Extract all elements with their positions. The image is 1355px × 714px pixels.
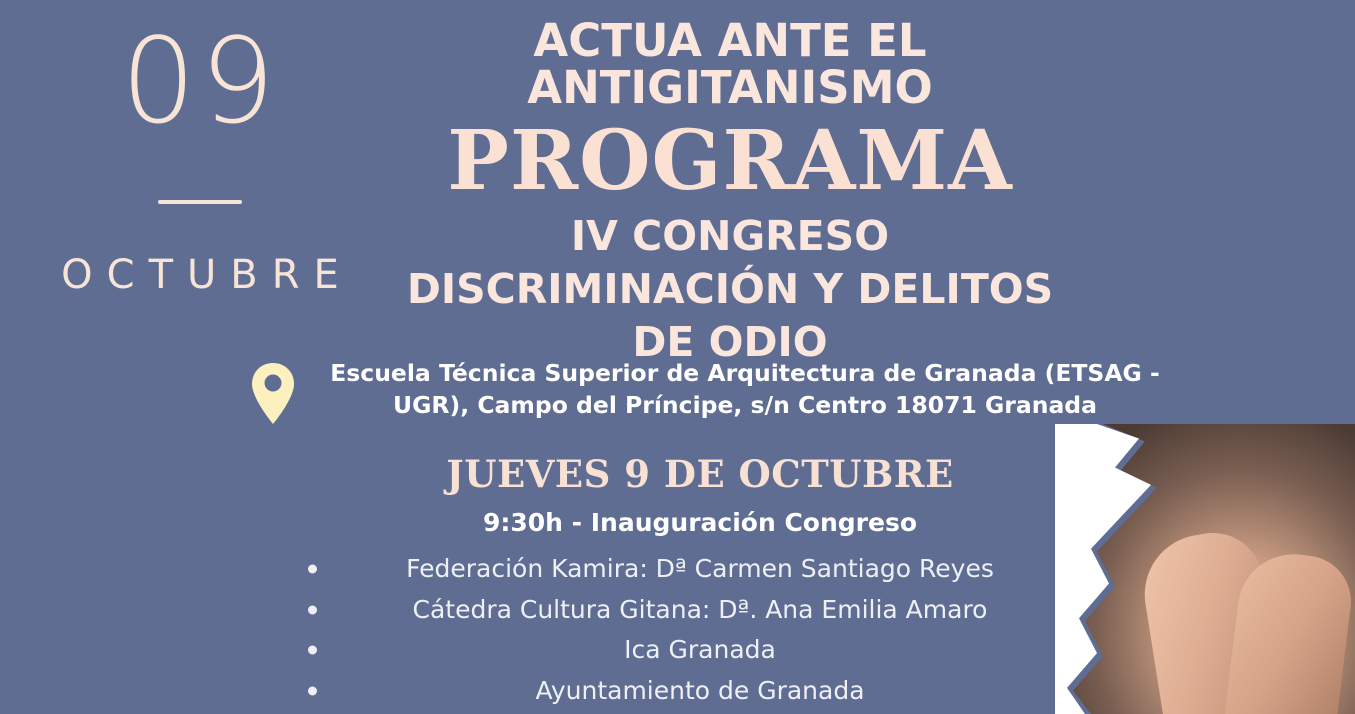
- bullet-dot-icon: [308, 646, 317, 655]
- poster-header: [330, 14, 1130, 367]
- congress-line-2: DISCRIMINACIÓN Y DELITOS: [406, 264, 1054, 313]
- list-item-label: Ayuntamiento de Granada: [535, 675, 865, 705]
- congress-line-1: IV CONGRESO: [570, 211, 890, 260]
- bullet-dot-icon: [308, 565, 317, 574]
- bullet-dot-icon: [308, 605, 317, 614]
- kicker-line-2: ANTIGITANISMO: [527, 60, 933, 114]
- list-item: [250, 630, 1150, 671]
- kicker-line-1: ACTUA ANTE EL: [533, 14, 927, 67]
- list-item: [250, 590, 1150, 631]
- agenda-block: [250, 452, 1150, 711]
- date-day: 09: [120, 12, 280, 150]
- list-item: [250, 549, 1150, 590]
- list-item-label: Cátedra Cultura Gitana: Dª. Ana Emilia Amaro: [412, 594, 988, 624]
- agenda-session-title: 9:30h - Inauguración Congreso: [482, 508, 918, 537]
- date-divider: [158, 200, 242, 204]
- list-item: [250, 671, 1150, 712]
- page-title: PROGRAMA: [447, 112, 1013, 209]
- location-pin-icon: [250, 362, 296, 426]
- venue-address: Escuela Técnica Superior de Arquitectura de Granada (ETSAG - UGR), Campo del Príncipe, s/n Centro 18071 Granada: [330, 359, 1160, 419]
- venue-block: [250, 358, 1190, 426]
- agenda-day-heading: JUEVES 9 DE OCTUBRE: [446, 452, 954, 496]
- date-month: OCTUBRE: [61, 252, 353, 298]
- agenda-list: [250, 549, 1150, 711]
- list-item-label: Ica Granada: [624, 635, 776, 664]
- bullet-dot-icon: [308, 686, 317, 695]
- hands-covering-face-photo: [1055, 424, 1355, 714]
- congress-line-3: DE ODIO: [632, 318, 828, 367]
- list-item-label: Federación Kamira: Dª Carmen Santiago Reyes: [406, 554, 994, 583]
